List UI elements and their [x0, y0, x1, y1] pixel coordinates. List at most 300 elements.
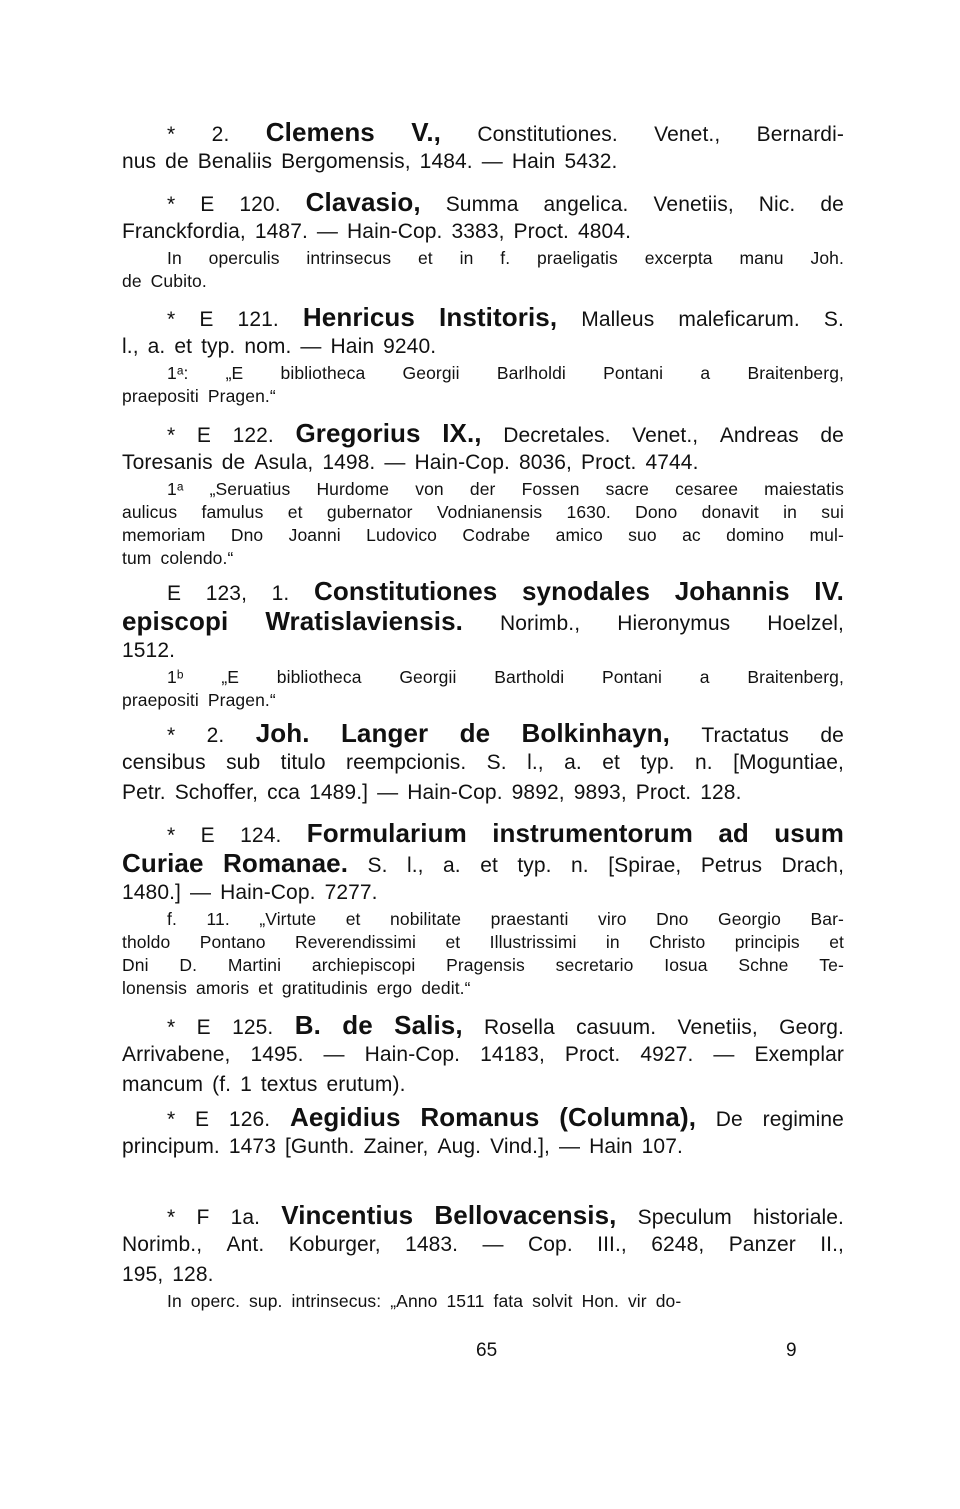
word: Schne: [738, 955, 789, 975]
word: Zainer,: [363, 1135, 429, 1158]
word: regimine: [762, 1108, 844, 1131]
word: Nic.: [758, 193, 796, 216]
word: Venetiis,: [653, 193, 734, 216]
word: 1480.]: [122, 881, 181, 904]
word: Norimb.,: [500, 612, 581, 635]
text-line: [122, 878, 844, 908]
word: tholdo: [122, 932, 171, 952]
word: 1495.: [250, 1043, 304, 1066]
word: Hain-Cop.: [220, 881, 316, 904]
word: maiestatis: [764, 479, 844, 499]
heading-word: Vincentius: [281, 1200, 414, 1230]
word: Koburger,: [288, 1233, 381, 1256]
word: sui: [821, 502, 844, 522]
text-line: [122, 1070, 844, 1100]
word: intrinsecus: [306, 248, 392, 268]
word: l.,: [122, 335, 139, 358]
word: colendo.“: [160, 548, 234, 568]
word: de: [820, 724, 844, 747]
word: sacre: [605, 479, 649, 499]
word: de: [221, 451, 246, 474]
word: Dno: [230, 525, 264, 545]
word: Hain: [589, 1135, 633, 1158]
text-line: [122, 117, 844, 147]
word: 1511: [446, 1291, 485, 1311]
entry-henricus-institoris: [122, 302, 844, 408]
word: [Moguntiae,: [733, 751, 844, 774]
word: der: [469, 479, 496, 499]
word: praepositi: [122, 690, 199, 710]
note-line: [122, 547, 844, 570]
word: Proct.: [635, 781, 692, 804]
word: 195,: [122, 1263, 164, 1286]
word: nobilitate: [390, 909, 462, 929]
word: 107.: [641, 1135, 683, 1158]
word: praepositi: [122, 386, 199, 406]
heading-word: Formularium: [306, 818, 467, 848]
word: Proct.: [564, 1043, 621, 1066]
word: cca: [267, 781, 301, 804]
entry-langer: [122, 718, 844, 808]
word: in: [783, 502, 797, 522]
word: in: [459, 248, 474, 268]
text-line: [122, 448, 844, 478]
word: Georgio: [718, 909, 781, 929]
word: ergo: [376, 978, 413, 998]
word: excerpta: [644, 248, 713, 268]
word: 1630.: [566, 502, 611, 522]
text-line: [122, 818, 844, 848]
heading-word: Bolkinhayn,: [521, 718, 670, 748]
word: typ.: [640, 751, 675, 774]
word: Vodnianensis: [436, 502, 543, 522]
word: 1: [240, 1073, 252, 1096]
note-line: [122, 908, 844, 931]
word: 2.: [211, 123, 230, 146]
word: 1498.: [322, 451, 376, 474]
word: —: [713, 1043, 735, 1066]
word: von: [415, 479, 444, 499]
word: „E: [221, 667, 240, 687]
word: et: [287, 502, 303, 522]
word: 6248,: [651, 1233, 705, 1256]
word: Pragensis: [446, 955, 525, 975]
word: n.: [694, 751, 713, 774]
text-line: [122, 778, 844, 808]
heading-word: Romanus: [420, 1102, 540, 1132]
word: nom.: [244, 335, 292, 358]
text-line: [122, 606, 844, 636]
word: S.: [486, 751, 507, 774]
word: 9893,: [573, 781, 627, 804]
word: 2.: [206, 724, 225, 747]
word: Hain-Cop.: [347, 220, 443, 243]
word: Franckfordia,: [122, 220, 246, 243]
text-line: [122, 332, 844, 362]
word: —: [316, 220, 339, 243]
word: principis: [734, 932, 800, 952]
heading-word: (Columna),: [559, 1102, 697, 1132]
text-line: [122, 748, 844, 778]
word: „Seruatius: [209, 479, 291, 499]
word: manu: [739, 248, 784, 268]
word: Braitenberg,: [747, 363, 844, 383]
word: a: [700, 363, 711, 383]
word: 9240.: [383, 335, 437, 358]
word: maleficarum.: [678, 308, 800, 331]
word: 1473: [228, 1135, 276, 1158]
word: secretario: [555, 955, 634, 975]
word: Joh.: [810, 248, 844, 268]
word: Schoffer,: [174, 781, 259, 804]
word: Arrivabene,: [122, 1043, 231, 1066]
word: operc.: [190, 1291, 241, 1311]
word: mancum: [122, 1073, 204, 1096]
word: gubernator: [326, 502, 413, 522]
word: Reverendissimi: [295, 932, 417, 952]
word: amico: [555, 525, 603, 545]
heading-word: Henricus: [302, 302, 415, 332]
heading-word: Salis,: [394, 1010, 463, 1040]
note-line: [122, 270, 844, 293]
word: E: [196, 1016, 211, 1039]
word: Hain-Cop.: [364, 1043, 461, 1066]
word: 11.: [206, 909, 230, 929]
word: aulicus: [122, 502, 178, 522]
word: tum: [122, 548, 152, 568]
word: et: [417, 248, 433, 268]
word: Panzer: [728, 1233, 796, 1256]
word: Georg.: [779, 1016, 844, 1039]
word: In: [167, 248, 182, 268]
word: n.: [571, 854, 589, 877]
word: 1489.]: [309, 781, 369, 804]
word: 5432.: [564, 150, 618, 173]
word: Decretales.: [503, 424, 611, 447]
word: typ.: [517, 854, 552, 877]
word: *: [167, 1016, 176, 1039]
word: in: [605, 932, 620, 952]
word: Dni: [122, 955, 149, 975]
word: bibliotheca: [276, 667, 362, 687]
word: Aug.: [437, 1135, 482, 1158]
word: praeligatis: [537, 248, 618, 268]
entry-clavasio: [122, 187, 844, 293]
word: Illustrissimi: [489, 932, 577, 952]
word: 7277.: [324, 881, 378, 904]
heading-word: IX.,: [442, 418, 482, 448]
word: archiepiscopi: [311, 955, 416, 975]
word: 120.: [239, 193, 281, 216]
word: 122.: [232, 424, 274, 447]
word: a.: [564, 751, 582, 774]
word: dedit.“: [421, 978, 471, 998]
word: Joanni: [288, 525, 341, 545]
text-line: [122, 418, 844, 448]
word: 123,: [205, 582, 248, 605]
text-line: [122, 1200, 844, 1230]
text-line: [122, 636, 844, 666]
word: famulus: [201, 502, 264, 522]
entry-gregorius: [122, 418, 844, 570]
word: 4804.: [578, 220, 632, 243]
word: Hieronymus: [617, 612, 731, 635]
entry-aegidius: [122, 1102, 844, 1162]
word: Asula,: [254, 451, 314, 474]
word: a.: [443, 854, 461, 877]
word: suo: [628, 525, 657, 545]
word: F: [196, 1206, 210, 1229]
word: *: [167, 724, 176, 747]
word: In: [167, 1291, 182, 1311]
heading-word: synodales: [522, 576, 651, 606]
word: Hain-Cop.: [414, 451, 510, 474]
word: 1ᵇ: [167, 667, 184, 687]
heading-word: Gregorius: [295, 418, 421, 448]
word: 3383,: [451, 220, 505, 243]
word: et: [480, 854, 498, 877]
word: do-: [655, 1291, 682, 1311]
word: Ant.: [226, 1233, 265, 1256]
text-line: [122, 147, 844, 177]
word: Hurdome: [316, 479, 390, 499]
word: Malleus: [581, 308, 655, 331]
word: praestanti: [490, 909, 569, 929]
heading-word: Clemens: [265, 117, 375, 147]
word: 1512.: [122, 639, 176, 662]
word: Rosella: [484, 1016, 555, 1039]
note-line: [122, 247, 844, 270]
word: 4927.: [640, 1043, 694, 1066]
word: —: [558, 1135, 581, 1158]
text-line: [122, 848, 844, 878]
word: 1a.: [230, 1206, 261, 1229]
word: D.: [179, 955, 198, 975]
word: Pragen.“: [207, 386, 276, 406]
word: Proct.: [513, 220, 569, 243]
word: Benaliis: [197, 150, 273, 173]
heading-word: usum: [774, 818, 844, 848]
heading-word: Clavasio,: [305, 187, 421, 217]
text-line: [122, 187, 844, 217]
note-line: [122, 1290, 844, 1313]
word: f.: [500, 248, 511, 268]
word: 1.: [271, 582, 290, 605]
word: Fossen: [521, 479, 580, 499]
word: Venet.,: [632, 424, 699, 447]
word: Christo: [649, 932, 706, 952]
note-line: [122, 362, 844, 385]
word: Tractatus: [701, 724, 789, 747]
entry-de-salis: [122, 1010, 844, 1100]
word: Georgii: [399, 667, 457, 687]
word: Martini: [227, 955, 282, 975]
heading-word: Joh.: [255, 718, 310, 748]
word: solvit: [532, 1291, 573, 1311]
page-footer: [0, 1340, 960, 1370]
word: Hoelzel,: [767, 612, 844, 635]
heading-word: B.: [294, 1010, 321, 1040]
text-line: [122, 1010, 844, 1040]
word: Constitutiones.: [477, 123, 618, 146]
word: viro: [597, 909, 627, 929]
word: S.: [367, 854, 388, 877]
page-number: 65: [476, 1340, 498, 1361]
heading-word: Constitutiones: [313, 576, 498, 606]
word: sup.: [249, 1291, 283, 1311]
word: Dno: [656, 909, 689, 929]
heading-word: Wratislaviensis.: [265, 606, 463, 636]
word: et: [445, 932, 461, 952]
word: 128.: [172, 1263, 214, 1286]
word: Venetiis,: [677, 1016, 758, 1039]
word: fata: [493, 1291, 524, 1311]
word: vir: [627, 1291, 647, 1311]
word: 126.: [228, 1108, 271, 1131]
word: Braitenberg,: [747, 667, 844, 687]
word: de: [820, 193, 844, 216]
word: 9892,: [511, 781, 565, 804]
word: II.,: [820, 1233, 844, 1256]
note-line: [122, 524, 844, 547]
word: Cop.: [528, 1233, 573, 1256]
word: l.,: [527, 751, 544, 774]
word: 4744.: [645, 451, 699, 474]
word: et: [345, 909, 361, 929]
word: E: [196, 424, 211, 447]
word: E: [200, 824, 215, 847]
heading-word: Institoris,: [439, 302, 558, 332]
word: Pontani: [601, 667, 663, 687]
heading-word: de: [459, 718, 491, 748]
word: E: [195, 1108, 210, 1131]
note-line: [122, 501, 844, 524]
heading-word: ad: [718, 818, 749, 848]
word: Hon.: [581, 1291, 619, 1311]
word: Te-: [819, 955, 844, 975]
word: Codrabe: [462, 525, 531, 545]
word: Venet.,: [654, 123, 721, 146]
word: nus: [122, 150, 157, 173]
word: *: [167, 424, 176, 447]
word: ac: [682, 525, 701, 545]
note-line: [122, 977, 844, 1000]
word: S.: [823, 308, 844, 331]
word: —: [190, 881, 212, 904]
word: Iosua: [664, 955, 708, 975]
word: —: [482, 1233, 504, 1256]
text-line: [122, 576, 844, 606]
text-line: [122, 1102, 844, 1132]
word: Vind.],: [490, 1135, 550, 1158]
word: 1484.: [419, 150, 473, 173]
word: erutum).: [326, 1073, 406, 1096]
word: —: [384, 451, 406, 474]
heading-word: V.,: [411, 117, 441, 147]
word: Bar-: [810, 909, 844, 929]
word: Petr.: [122, 781, 166, 804]
word: Proct.: [581, 451, 637, 474]
word: E: [167, 582, 182, 605]
word: Pragen.“: [207, 690, 276, 710]
word: bibliotheca: [280, 363, 366, 383]
word: Bernardi-: [756, 123, 844, 146]
word: Pontani: [603, 363, 664, 383]
word: —: [377, 781, 399, 804]
word: intrinsecus:: [291, 1291, 382, 1311]
word: a: [699, 667, 710, 687]
note-line: [122, 954, 844, 977]
heading-word: Johannis: [674, 576, 790, 606]
word: „Virtute: [259, 909, 317, 929]
word: E: [200, 193, 215, 216]
word: Hain: [511, 150, 556, 173]
word: Drach,: [781, 854, 844, 877]
note-line: [122, 689, 844, 712]
word: de: [820, 424, 844, 447]
word: Barlholdi: [496, 363, 566, 383]
word: gratitudinis: [281, 978, 368, 998]
word: Exemplar: [754, 1043, 844, 1066]
word: 1ᵃ:: [167, 363, 189, 383]
word: l.,: [406, 854, 424, 877]
note-line: [122, 666, 844, 689]
word: *: [167, 1108, 176, 1131]
word: *: [167, 123, 176, 146]
word: [Gunth.: [285, 1135, 355, 1158]
word: Summa: [445, 193, 519, 216]
word: Hain-Cop.: [407, 781, 503, 804]
word: f.: [167, 909, 177, 929]
note-line: [122, 478, 844, 501]
word: Bergomensis,: [281, 150, 411, 173]
word: de: [165, 150, 189, 173]
word: *: [167, 1206, 176, 1229]
word: Cubito.: [150, 271, 207, 291]
word: Pontano: [199, 932, 266, 952]
note-line: [122, 931, 844, 954]
word: operculis: [208, 248, 280, 268]
word: —: [300, 335, 322, 358]
word: de: [122, 271, 142, 291]
word: 1483.: [405, 1233, 459, 1256]
word: principum.: [122, 1135, 220, 1158]
word: typ.: [201, 335, 236, 358]
word: reempcionis.: [346, 751, 467, 774]
word: 124.: [240, 824, 282, 847]
word: *: [167, 193, 176, 216]
word: 14183,: [480, 1043, 545, 1066]
word: et: [258, 978, 273, 998]
word: et: [829, 932, 844, 952]
text-line: [122, 718, 844, 748]
word: [Spirae,: [608, 854, 682, 877]
heading-word: Langer: [340, 718, 429, 748]
word: Speculum: [637, 1206, 732, 1229]
word: domino: [726, 525, 785, 545]
word: De: [715, 1108, 743, 1131]
word: *: [167, 308, 176, 331]
word: textus: [260, 1073, 318, 1096]
word: cesaree: [675, 479, 739, 499]
text-line: [122, 302, 844, 332]
word: 1ᵃ: [167, 479, 184, 499]
word: 8036,: [518, 451, 572, 474]
word: historiale.: [753, 1206, 844, 1229]
heading-word: Romanae.: [222, 848, 349, 878]
word: 1487.: [254, 220, 308, 243]
entry-vincentius: [122, 1200, 844, 1313]
